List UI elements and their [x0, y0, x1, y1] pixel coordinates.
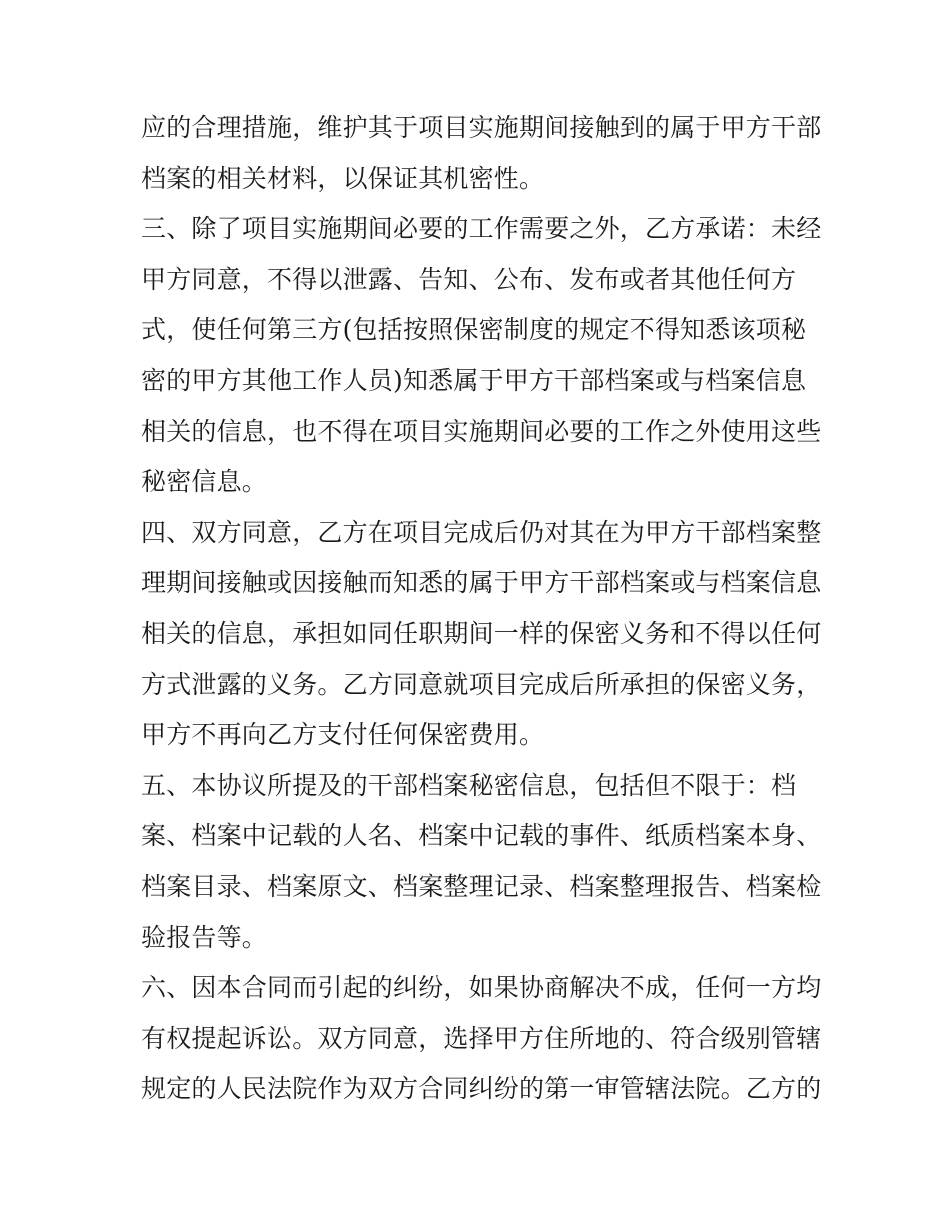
text-line: 验报告等。 [141, 922, 268, 952]
text-line: 相关的信息，承担如同任职期间一样的保密义务和不得以任何 [141, 618, 822, 648]
text-line: 案、档案中记载的人名、档案中记载的事件、纸质档案本身、 [141, 821, 822, 851]
clause-six-start: 六、因本合同而引起的纠纷，如果协商解决不成，任何一方均 [141, 973, 822, 1003]
text-line: 档案的相关材料，以保证其机密性。 [141, 163, 545, 193]
text-line: 式，使任何第三方(包括按照保密制度的规定不得知悉该项秘 [141, 315, 807, 345]
text-line: 甲方不再向乙方支付任何保密费用。 [141, 720, 545, 750]
text-line: 规定的人民法院作为双方合同纠纷的第一审管辖法院。乙方的 [141, 1074, 822, 1104]
clause-three-start: 三、除了项目实施期间必要的工作需要之外，乙方承诺：未经 [141, 214, 822, 244]
text-line: 理期间接触或因接触而知悉的属于甲方干部档案或与档案信息 [141, 568, 822, 598]
text-line: 有权提起诉讼。双方同意，选择甲方住所地的、符合级别管辖 [141, 1023, 822, 1053]
text-line: 甲方同意，不得以泄露、告知、公布、发布或者其他任何方 [141, 264, 797, 294]
text-line: 秘密信息。 [141, 467, 268, 497]
text-line: 应的合理措施，维护其于项目实施期间接触到的属于甲方干部 [141, 113, 822, 142]
contract-text-body [141, 103, 821, 1115]
text-line: 档案目录、档案原文、档案整理记录、档案整理报告、档案检 [141, 871, 822, 901]
text-line: 方式泄露的义务。乙方同意就项目完成后所承担的保密义务， [141, 669, 822, 699]
clause-four-start: 四、双方同意，乙方在项目完成后仍对其在为甲方干部档案整 [141, 517, 822, 547]
text-line: 相关的信息，也不得在项目实施期间必要的工作之外使用这些 [141, 416, 822, 446]
clause-five-start: 五、本协议所提及的干部档案秘密信息，包括但不限于：档 [141, 770, 797, 800]
text-line: 密的甲方其他工作人员)知悉属于甲方干部档案或与档案信息 [141, 365, 807, 395]
